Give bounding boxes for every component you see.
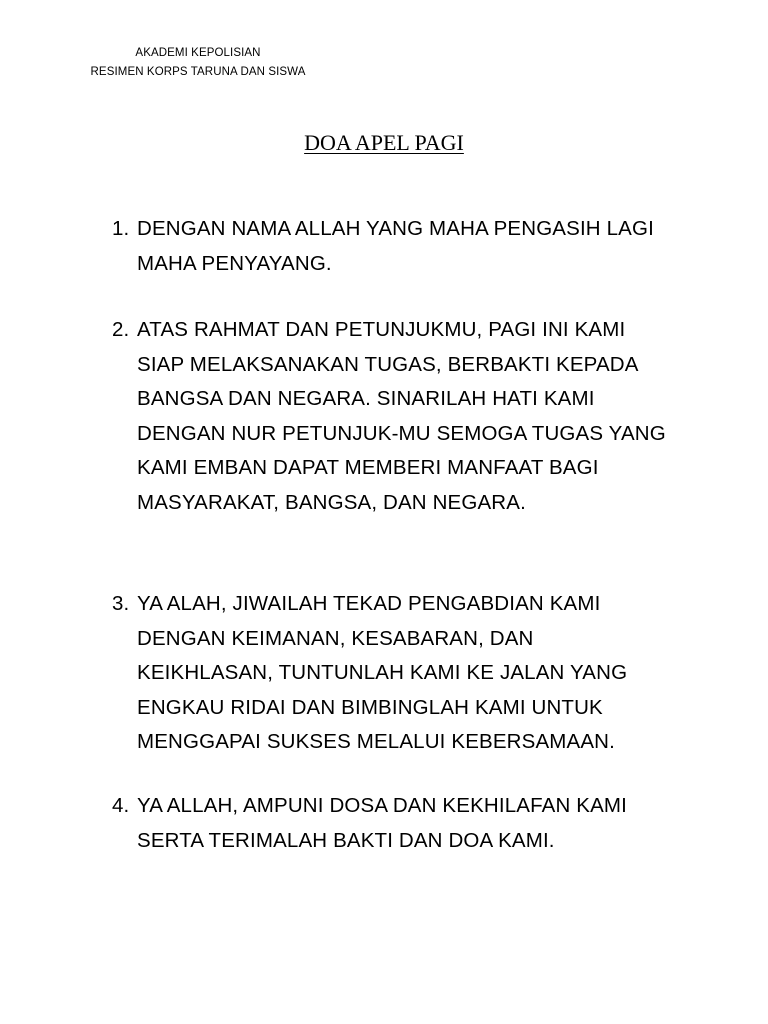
prayer-text-line: DENGAN NUR PETUNJUK-MU SEMOGA TUGAS YANG — [137, 421, 666, 445]
unit-name: RESIMEN KORPS TARUNA DAN SISWA — [90, 66, 306, 78]
prayer-item-text — [137, 313, 712, 520]
prayer-text-line: MAHA PENYAYANG. — [137, 251, 332, 275]
prayer-item-number: 2. — [112, 318, 130, 341]
prayer-item-number: 4. — [112, 794, 130, 817]
prayer-text-line: DENGAN NAMA ALLAH YANG MAHA PENGASIH LAGI — [137, 217, 654, 240]
document-title: DOA APEL PAGI — [304, 130, 464, 155]
prayer-item-number: 3. — [112, 592, 130, 615]
prayer-text-line: KAMI EMBAN DAPAT MEMBERI MANFAAT BAGI — [137, 456, 599, 479]
prayer-text-line: ATAS RAHMAT DAN PETUNJUKMU, PAGI INI KAMI — [137, 318, 626, 341]
prayer-item-1 — [112, 212, 712, 281]
prayer-text-line: ENGKAU RIDAI DAN BIMBINGLAH KAMI UNTUK — [137, 695, 603, 719]
prayer-item-text — [137, 212, 712, 281]
prayer-item-number: 1. — [112, 217, 130, 240]
prayer-item-3 — [112, 587, 712, 760]
prayer-text-line: MENGGAPAI SUKSES MELALUI KEBERSAMAAN. — [137, 730, 615, 753]
prayer-item-text — [137, 789, 712, 858]
institution-name: AKADEMI KEPOLISIAN — [135, 47, 261, 59]
prayer-item-2 — [112, 313, 712, 520]
prayer-text-line: KEIKHLASAN, TUNTUNLAH KAMI KE JALAN YANG — [137, 661, 628, 684]
prayer-item-text — [137, 587, 712, 760]
prayer-text-line: DENGAN KEIMANAN, KESABARAN, DAN — [137, 626, 534, 650]
prayer-text-line: BANGSA DAN NEGARA. SINARILAH HATI KAMI — [137, 387, 595, 410]
prayer-text-line: MASYARAKAT, BANGSA, DAN NEGARA. — [137, 490, 526, 514]
prayer-text-line: SERTA TERIMALAH BAKTI DAN DOA KAMI. — [137, 828, 555, 852]
prayer-text-line: YA ALAH, JIWAILAH TEKAD PENGABDIAN KAMI — [137, 592, 601, 615]
prayer-text-line: SIAP MELAKSANAKAN TUGAS, BERBAKTI KEPADA — [137, 352, 639, 376]
prayer-text-line: YA ALLAH, AMPUNI DOSA DAN KEKHILAFAN KAMI — [137, 794, 627, 817]
prayer-item-4 — [112, 789, 712, 858]
